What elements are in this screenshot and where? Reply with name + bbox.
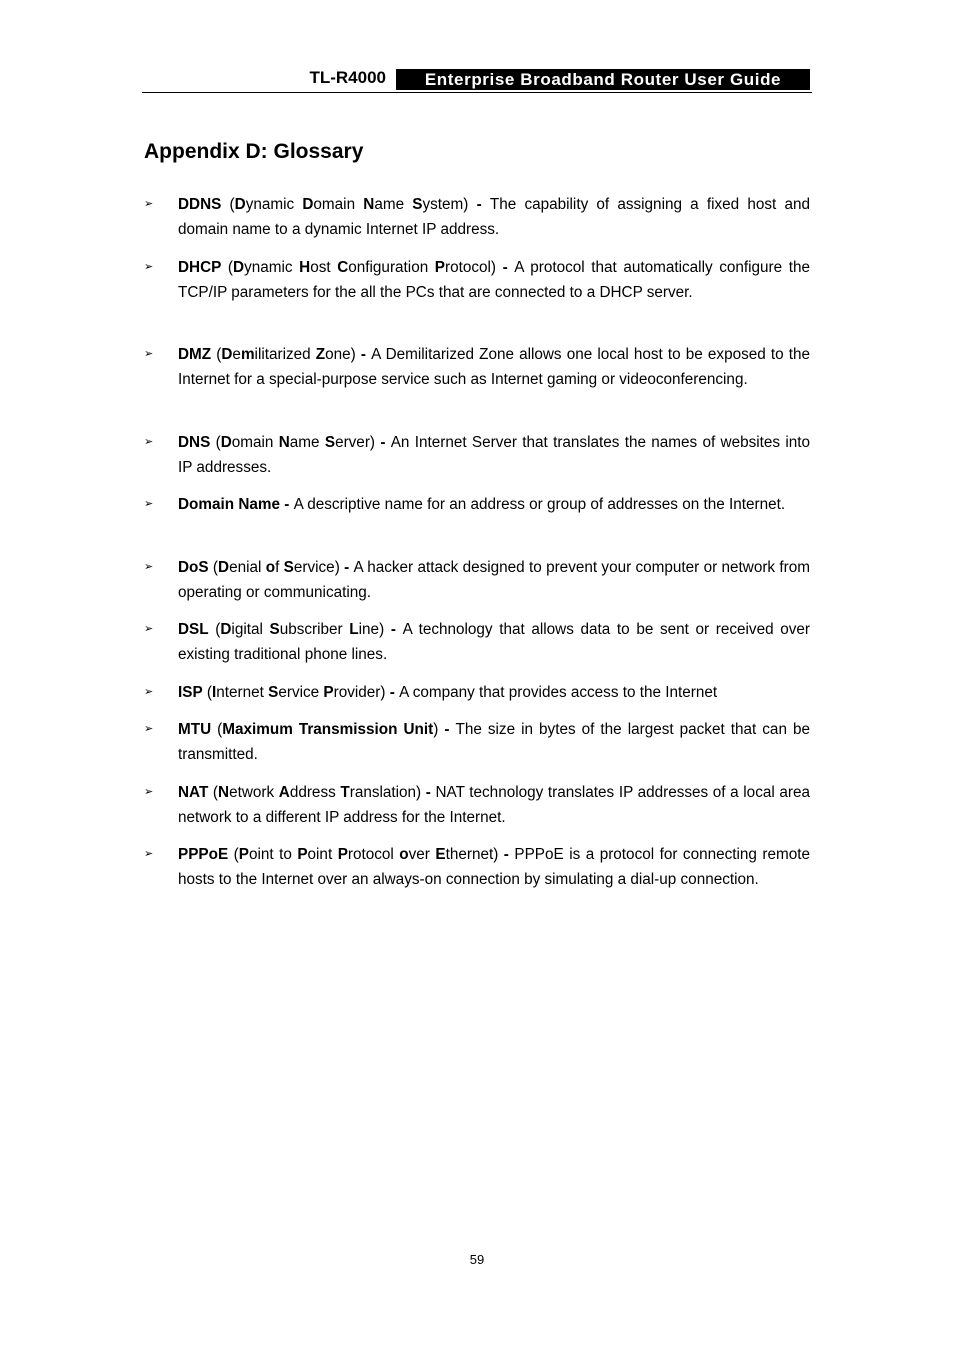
glossary-term: DSL [178, 621, 209, 638]
arrow-bullet-icon: ➢ [144, 348, 154, 360]
glossary-term: DHCP [178, 259, 222, 276]
glossary-term: DoS [178, 559, 209, 576]
glossary-term: ISP [178, 684, 203, 701]
guide-title: Enterprise Broadband Router User Guide [396, 69, 810, 90]
glossary-definition: A Demilitarized Zone allows one local host to be exposed to the Internet for a special-purpose service such as Internet gaming or videoconferencing. [178, 346, 810, 388]
glossary-item [144, 717, 810, 767]
glossary-item [144, 555, 810, 605]
glossary-text: DHCP (Dynamic Host Configuration Protocol) - A protocol that automatically configure the TCP/IP parameters for the all the PCs that are connected to a DHCP server. [178, 259, 810, 301]
glossary-term: Domain Name [178, 496, 281, 513]
glossary-definition: The size in bytes of the largest packet that can be transmitted. [178, 721, 810, 763]
arrow-bullet-icon: ➢ [144, 436, 154, 448]
glossary-item [144, 430, 810, 480]
glossary-expansion: (Demilitarized Zone) [211, 346, 356, 363]
arrow-bullet-icon: ➢ [144, 623, 154, 635]
glossary-definition: An Internet Server that translates the names of websites into IP addresses. [178, 434, 810, 476]
glossary-item [144, 192, 810, 242]
glossary-expansion: (Denial of Service) [208, 559, 340, 576]
glossary-item [144, 492, 810, 517]
product-model: TL-R4000 [309, 68, 386, 87]
arrow-bullet-icon: ➢ [144, 198, 154, 210]
glossary-text: DSL (Digital Subscriber Line) - A technology that allows data to be sent or received over existing traditional phone lines. [178, 621, 810, 663]
glossary-term: NAT [178, 784, 209, 801]
glossary-item [144, 680, 810, 705]
glossary-expansion: (Maximum Transmission Unit) [211, 721, 439, 738]
arrow-bullet-icon: ➢ [144, 498, 154, 510]
glossary-text: DNS (Domain Name Server) - An Internet Server that translates the names of websites into IP addresses. [178, 434, 810, 476]
glossary-expansion: (Dynamic Host Configuration Protocol) [221, 259, 497, 276]
glossary-definition: A hacker attack designed to prevent your computer or network from operating or communicating. [178, 559, 810, 601]
glossary-definition: A protocol that automatically configure the TCP/IP parameters for the all the PCs that are connected to a DHCP server. [178, 259, 810, 301]
glossary-definition: PPPoE is a protocol for connecting remote hosts to the Internet over an always-on connection by simulating a dial-up connection. [178, 846, 811, 888]
arrow-bullet-icon: ➢ [144, 686, 154, 698]
arrow-bullet-icon: ➢ [144, 261, 154, 273]
glossary-text: PPPoE (Point to Point Protocol over Ethernet) - PPPoE is a protocol for connecting remote hosts to the Internet over an always-on connection by simulating a dial-up connection. [178, 846, 811, 888]
glossary-term: MTU [178, 721, 212, 738]
glossary-text: MTU (Maximum Transmission Unit) - The size in bytes of the largest packet that can be transmitted. [178, 721, 810, 763]
glossary-text: DDNS (Dynamic Domain Name System) - The capability of assigning a fixed host and domain name to a dynamic Internet IP address. [178, 196, 810, 238]
page-title: Appendix D: Glossary [144, 140, 364, 163]
glossary-term: DDNS [178, 196, 222, 213]
page-header [142, 66, 812, 93]
glossary-item [144, 255, 810, 305]
arrow-bullet-icon: ➢ [144, 786, 154, 798]
glossary-text: DoS (Denial of Service) - A hacker attack designed to prevent your computer or network from operating or communicating. [178, 559, 810, 601]
glossary-text: NAT (Network Address Translation) - NAT technology translates IP addresses of a local area network to a different IP address for the Internet. [178, 784, 810, 826]
glossary-definition: A company that provides access to the Internet [399, 684, 718, 701]
glossary-item [144, 780, 810, 830]
glossary-expansion: (Internet Service Provider) [202, 684, 386, 701]
glossary-term: DNS [178, 434, 211, 451]
glossary-expansion: (Network Address Translation) [208, 784, 422, 801]
glossary-term: PPPoE [178, 846, 229, 863]
glossary-expansion: (Dynamic Domain Name System) [221, 196, 469, 213]
glossary-definition: A descriptive name for an address or group of addresses on the Internet. [293, 496, 786, 513]
glossary-definition: A technology that allows data to be sent or received over existing traditional phone lines. [178, 621, 810, 663]
glossary-term: DMZ [178, 346, 212, 363]
glossary-expansion: (Point to Point Protocol over Ethernet) [228, 846, 499, 863]
glossary-definition: The capability of assigning a fixed host and domain name to a dynamic Internet IP address. [178, 196, 810, 238]
glossary-text: Domain Name - A descriptive name for an address or group of addresses on the Internet. [178, 496, 786, 513]
page-number: 59 [469, 1252, 485, 1267]
glossary-expansion: (Domain Name Server) [210, 434, 376, 451]
glossary-item [144, 342, 810, 392]
arrow-bullet-icon: ➢ [144, 723, 154, 735]
arrow-bullet-icon: ➢ [144, 561, 154, 573]
glossary-item [144, 617, 810, 667]
glossary-item [144, 842, 810, 892]
glossary-text: DMZ (Demilitarized Zone) - A Demilitarized Zone allows one local host to be exposed to the Internet for a special-purpose service such as Internet gaming or videoconferencing. [178, 346, 810, 388]
glossary-definition: NAT technology translates IP addresses of a local area network to a different IP address for the Internet. [178, 784, 810, 826]
glossary-expansion: (Digital Subscriber Line) [208, 621, 385, 638]
glossary-text: ISP (Internet Service Provider) - A company that provides access to the Internet [178, 684, 718, 701]
arrow-bullet-icon: ➢ [144, 848, 154, 860]
